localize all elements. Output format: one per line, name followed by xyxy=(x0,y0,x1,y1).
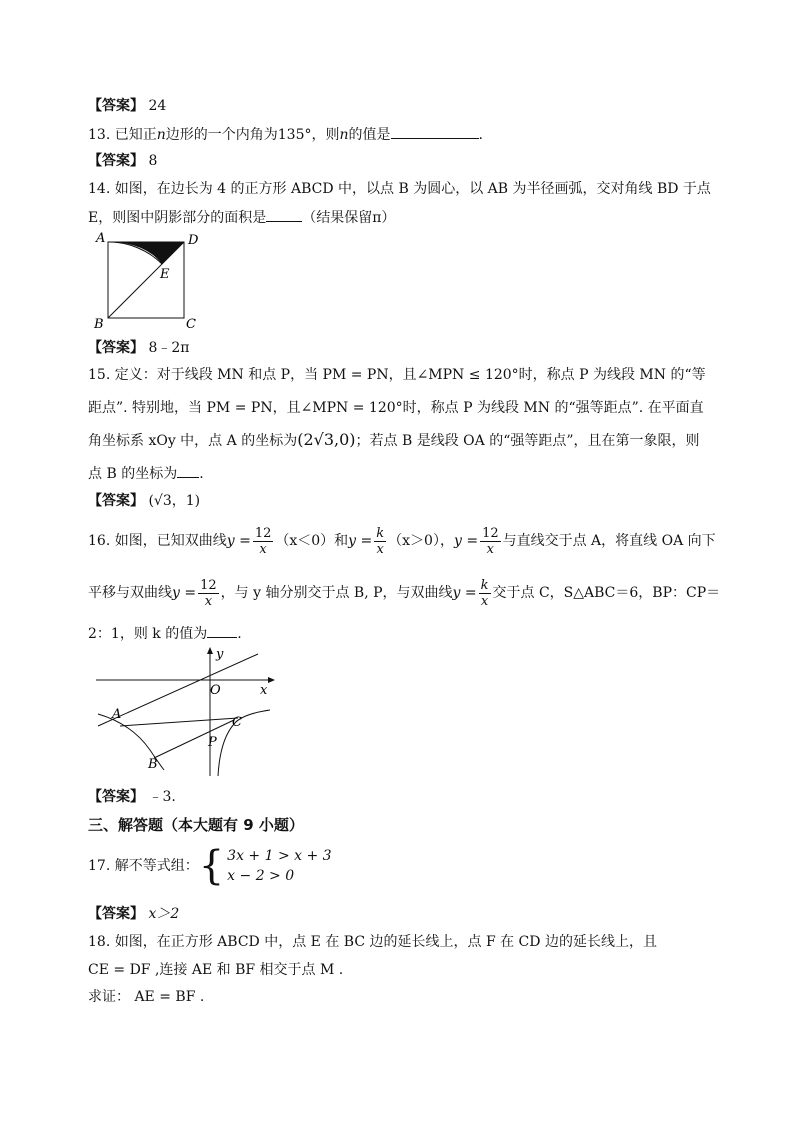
answer-tag: 【答案】 xyxy=(88,153,144,169)
hyperbola-right xyxy=(218,710,270,776)
inequality-system: { 3x + 1 > x + 3 x − 2 > 0 xyxy=(198,843,332,889)
answer-16 xyxy=(88,787,176,807)
question-15-line4: 点 B 的坐标为 . xyxy=(88,463,204,484)
answer-tag: 【答案】 xyxy=(88,98,144,114)
label-b: B xyxy=(148,757,158,772)
line-bc xyxy=(154,720,234,758)
question-14-line1: 14. 如图，在边长为 4 的正方形 ABCD 中，以点 B 为圆心，以 AB 为半径画弧，交对角线 BD 于点 xyxy=(88,181,711,197)
section-heading: 三、解答题（本大题有 9 小题） xyxy=(88,816,304,834)
answer-blank[interactable] xyxy=(266,207,302,222)
label-a: A xyxy=(112,707,122,722)
question-16-line2: 平移与双曲线y = $\frac{12}{x}$ ，与 y 轴分别交于点 B, P，与双曲线y = $\frac{k}{x}$ 交于点 C，S△ABC＝6，BP：CP＝ xyxy=(88,577,721,609)
label-c: C xyxy=(186,317,196,332)
answer-tag: 【答案】 xyxy=(88,340,144,356)
question-16-line1: 16. 如图，已知双曲线y = $\frac{12}{x}$ （x＜0）和y = $\frac{k}{x}$ （x＞0），y = $\frac{12}{x}$ 与直线交于点 A，将直线 OA 向下 xyxy=(88,525,716,557)
label-a: A xyxy=(96,231,106,246)
label-y: y xyxy=(216,647,224,662)
y-axis-arrow xyxy=(207,647,213,654)
answer-blank[interactable] xyxy=(207,623,237,638)
question-15-line1: 15. 定义：对于线段 MN 和点 P，当 PM = PN，且∠MPN ≤ 120°时，称点 P 为线段 MN 的“等 xyxy=(88,367,706,383)
label-d: D xyxy=(188,233,199,248)
answer-14 xyxy=(88,338,189,358)
answer-blank[interactable] xyxy=(177,463,199,478)
answer-value: ﹣3. xyxy=(148,789,176,805)
answer-tag: 【答案】 xyxy=(88,493,144,509)
label-o: O xyxy=(210,683,221,698)
question-18-line3: 求证： AE = BF . xyxy=(88,989,205,1005)
answer-15 xyxy=(88,491,200,511)
answer-13 xyxy=(88,151,157,171)
answer-12 xyxy=(88,96,166,116)
answer-value: x＞2 xyxy=(148,906,180,922)
shaded-region xyxy=(108,242,184,264)
coord-a: (2√3,0) xyxy=(297,430,356,449)
line-ac-upper xyxy=(120,718,238,726)
label-b: B xyxy=(94,317,104,332)
question-16-line3: 2：1，则 k 的值为 . xyxy=(88,623,242,644)
answer-value: 24 xyxy=(148,98,167,114)
figure-q16-hyperbola xyxy=(92,646,282,780)
figure-q14-square xyxy=(90,228,210,334)
question-15-line3: 角坐标系 xOy 中，点 A 的坐标为(2√3,0)；若点 B 是线段 OA 的“强等距点”，且在第一象限，则 xyxy=(88,430,700,449)
label-x: x xyxy=(260,683,268,698)
question-17: 17. 解不等式组： { 3x + 1 > x + 3 x − 2 > 0 xyxy=(88,843,332,889)
question-18-line2: CE = DF ,连接 AE 和 BF 相交于点 M . xyxy=(88,962,344,978)
answer-17 xyxy=(88,904,179,924)
x-axis-arrow xyxy=(268,677,275,683)
question-15-line2: 距点”. 特别地，当 PM = PN，且∠MPN = 120°时，称点 P 为线段 MN 的“强等距点”. 在平面直 xyxy=(88,400,704,416)
answer-blank[interactable] xyxy=(391,124,479,139)
answer-value: 8﹣2π xyxy=(148,340,190,356)
answer-value: 8 xyxy=(148,153,158,169)
answer-tag: 【答案】 xyxy=(88,906,144,922)
question-18-line1: 18. 如图，在正方形 ABCD 中，点 E 在 BC 边的延长线上，点 F 在 CD 边的延长线上，且 xyxy=(88,934,657,950)
question-14-line2: E，则图中阴影部分的面积是 （结果保留π） xyxy=(88,207,395,228)
question-13: 13. 已知正n边形的一个内角为135°，则n的值是 . xyxy=(88,124,483,145)
label-p: P xyxy=(208,735,217,750)
answer-tag: 【答案】 xyxy=(88,789,144,805)
answer-value: (√3，1) xyxy=(148,493,201,509)
label-c: C xyxy=(232,715,242,730)
label-e: E xyxy=(160,267,170,282)
